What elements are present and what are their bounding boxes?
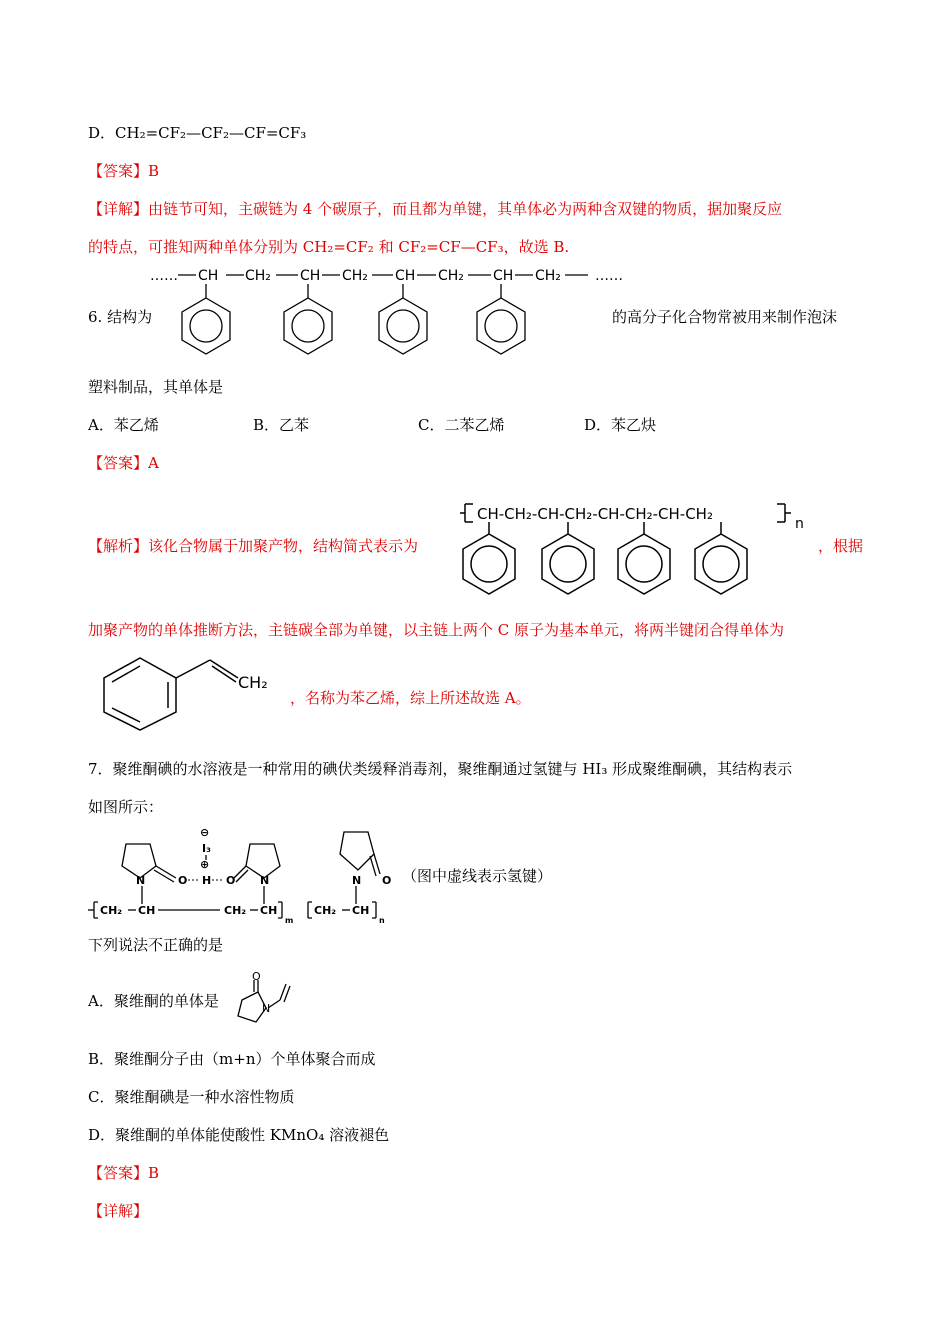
ring3-o: O xyxy=(382,874,392,887)
q5-explain-line1: 【详解】由链节可知，主碳链为 4 个碳原子，而且都为单键，其单体必为两种含双键的物质，据加聚反应 xyxy=(88,200,783,218)
q6-option-d: D．苯乙炔 xyxy=(584,416,657,434)
q7-answer: 【答案】B xyxy=(88,1164,160,1182)
ring2-n: N xyxy=(260,874,270,887)
q6-option-b: B．乙苯 xyxy=(253,416,310,434)
q6-stem-suffix: 的高分子化合物常被用来制作泡沫 xyxy=(612,308,838,326)
subscript-n: n xyxy=(379,916,385,925)
chain-ch2-1: CH₂ xyxy=(245,268,271,284)
chain-dots-left: …… xyxy=(150,268,178,284)
chain-dots-right: …… xyxy=(595,268,623,284)
q6-analysis-prefix: 【解析】该化合物属于加聚产物，结构简式表示为 xyxy=(88,537,419,555)
q5-option-d: D．CH₂=CF₂—CF₂—CF=CF₃ xyxy=(88,124,307,142)
q7-explain: 【详解】 xyxy=(88,1202,149,1220)
iodide-minus: ⊖ xyxy=(200,826,210,839)
chain-ch2-2: CH₂ xyxy=(342,268,368,284)
chain-ch2-c: CH₂ xyxy=(314,904,337,917)
povidone-iodine-structure xyxy=(88,822,408,927)
q6-option-c: C．二苯乙烯 xyxy=(418,416,505,434)
vinylpyrrolidone-structure xyxy=(228,970,300,1030)
q7-stem-line1: 7．聚维酮碘的水溶液是一种常用的碘伏类缓释消毒剂，聚维酮通过氢键与 HI₃ 形成聚维酮碘，其结构表示 xyxy=(88,760,793,778)
ring2-o: O xyxy=(226,874,236,887)
repeat-unit-n: n xyxy=(795,516,804,532)
proton-plus: ⊕ xyxy=(200,858,210,871)
polystyrene-repeat-unit xyxy=(455,492,815,602)
iodide-label: I₃ xyxy=(202,842,211,855)
q7-option-a: A．聚维酮的单体是 xyxy=(88,992,219,1010)
chain-ch2-a: CH₂ xyxy=(100,904,123,917)
polystyrene-structure xyxy=(150,262,623,372)
q6-options xyxy=(88,415,656,435)
q7-question: 下列说法不正确的是 xyxy=(88,936,224,954)
q7-option-c: C．聚维酮碘是一种水溶性物质 xyxy=(88,1088,295,1106)
q6-analysis-line3: ，名称为苯乙烯，综上所述故选 A。 xyxy=(290,689,531,707)
subscript-m: m xyxy=(285,916,294,925)
chain-ch-1: CH xyxy=(198,268,219,284)
q6-option-a: A．苯乙烯 xyxy=(88,416,159,434)
q7-option-b: B．聚维酮分子由（m+n）个单体聚合而成 xyxy=(88,1050,376,1068)
chain-ch-3: CH xyxy=(395,268,416,284)
chain-ch-2: CH xyxy=(300,268,321,284)
chain-ch-c: CH xyxy=(352,904,370,917)
chain-ch2-4: CH₂ xyxy=(535,268,561,284)
q5-answer: 【答案】B xyxy=(88,162,160,180)
q7-option-d: D．聚维酮的单体能使酸性 KMnO₄ 溶液褪色 xyxy=(88,1126,390,1144)
chain-ch-a: CH xyxy=(138,904,156,917)
q6-answer: 【答案】A xyxy=(88,454,159,472)
q6-analysis-suffix: ，根据 xyxy=(818,537,864,555)
q7-figure-note: （图中虚线表示氢键） xyxy=(402,867,553,885)
q5-explain-line2: 的特点，可推知两种单体分别为 CH₂=CF₂ 和 CF₂=CF—CF₃，故选 B. xyxy=(88,238,570,256)
ring1-o: O xyxy=(178,874,188,887)
ring1-n: N xyxy=(136,874,146,887)
chain-ch2-3: CH₂ xyxy=(438,268,464,284)
chain-ch-4: CH xyxy=(493,268,514,284)
monomer-o: O xyxy=(252,970,261,983)
styrene-ch2: CH₂ xyxy=(238,673,268,692)
styrene-structure xyxy=(100,652,280,732)
chain-ch2-b: CH₂ xyxy=(224,904,247,917)
q6-stem-line2: 塑料制品，其单体是 xyxy=(88,378,224,396)
q6-analysis-line2: 加聚产物的单体推断方法，主链碳全部为单键，以主链上两个 C 原子为基本单元，将两半键闭合得单体为 xyxy=(88,621,785,639)
chain-ch-b: CH xyxy=(260,904,278,917)
repeat-unit-chain: CH-CH₂-CH-CH₂-CH-CH₂-CH-CH₂ xyxy=(477,505,713,523)
ring3-n: N xyxy=(352,874,362,887)
q6-stem-prefix: 6. 结构为 xyxy=(88,308,153,326)
monomer-n: N xyxy=(262,1002,271,1015)
proton-h: H xyxy=(202,874,212,887)
q7-stem-line2: 如图所示： xyxy=(88,798,164,816)
